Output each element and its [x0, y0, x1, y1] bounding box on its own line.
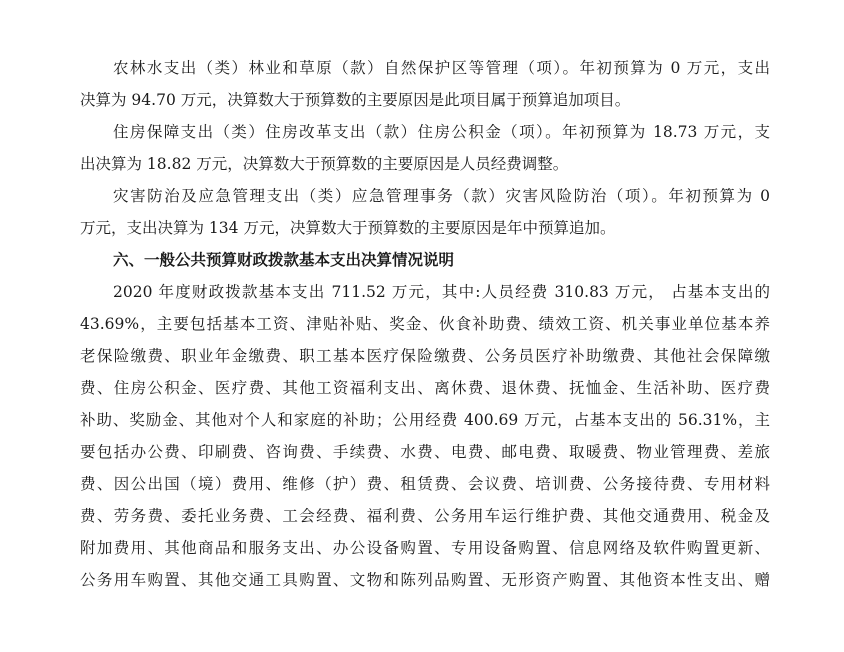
paragraph-disaster-line-1: 灾害防治及应急管理支出（类）应急管理事务（款）灾害风险防治（项）。年初预算为 0: [113, 187, 770, 205]
paragraph-housing-line-1: 住房保障支出（类）住房改革支出（款）住房公积金（项）。年初预算为 18.73 万元，支: [113, 123, 770, 141]
basic-expenditure-line-3: 老保险缴费、职业年金缴费、职工基本医疗保险缴费、公务员医疗补助缴费、其他社会保障缴: [80, 347, 770, 365]
basic-expenditure-line-8: 费、劳务费、委托业务费、工会经费、福利费、公务用车运行维护费、其他交通费用、税金及: [80, 507, 770, 525]
basic-expenditure-line-10: 公务用车购置、其他交通工具购置、文物和陈列品购置、无形资产购置、其他资本性支出、赠: [80, 571, 770, 589]
basic-expenditure-line-1: 2020 年度财政拨款基本支出 711.52 万元，其中:人员经费 310.83 万元， 占基本支出的: [113, 283, 770, 301]
basic-expenditure-line-5: 补助、奖励金、其他对个人和家庭的补助；公用经费 400.69 万元，占基本支出的 56.31%，主: [80, 411, 770, 429]
paragraph-forestry-line-1: 农林水支出（类）林业和草原（款）自然保护区等管理（项）。年初预算为 0 万元，支出: [113, 59, 770, 77]
basic-expenditure-line-6: 要包括办公费、印刷费、咨询费、手续费、水费、电费、邮电费、取暖费、物业管理费、差旅: [80, 443, 770, 461]
basic-expenditure-line-9: 附加费用、其他商品和服务支出、办公设备购置、专用设备购置、信息网络及软件购置更新、: [80, 539, 770, 557]
basic-expenditure-line-2: 43.69%，主要包括基本工资、津贴补贴、奖金、伙食补助费、绩效工资、机关事业单位基本养: [80, 315, 770, 333]
section-heading: 六、一般公共预算财政拨款基本支出决算情况说明: [113, 251, 455, 269]
paragraph-disaster-line-2: 万元，支出决算为 134 万元，决算数大于预算数的主要原因是年中预算追加。: [80, 219, 616, 237]
paragraph-forestry-line-2: 决算为 94.70 万元，决算数大于预算数的主要原因是此项目属于预算追加项目。: [80, 91, 631, 109]
basic-expenditure-line-7: 费、因公出国（境）费用、维修（护）费、租赁费、会议费、培训费、公务接待费、专用材料: [80, 475, 770, 493]
paragraph-housing-line-2: 出决算为 18.82 万元，决算数大于预算数的主要原因是人员经费调整。: [80, 155, 569, 173]
basic-expenditure-line-4: 费、住房公积金、医疗费、其他工资福利支出、离休费、退休费、抚恤金、生活补助、医疗费: [80, 379, 770, 397]
